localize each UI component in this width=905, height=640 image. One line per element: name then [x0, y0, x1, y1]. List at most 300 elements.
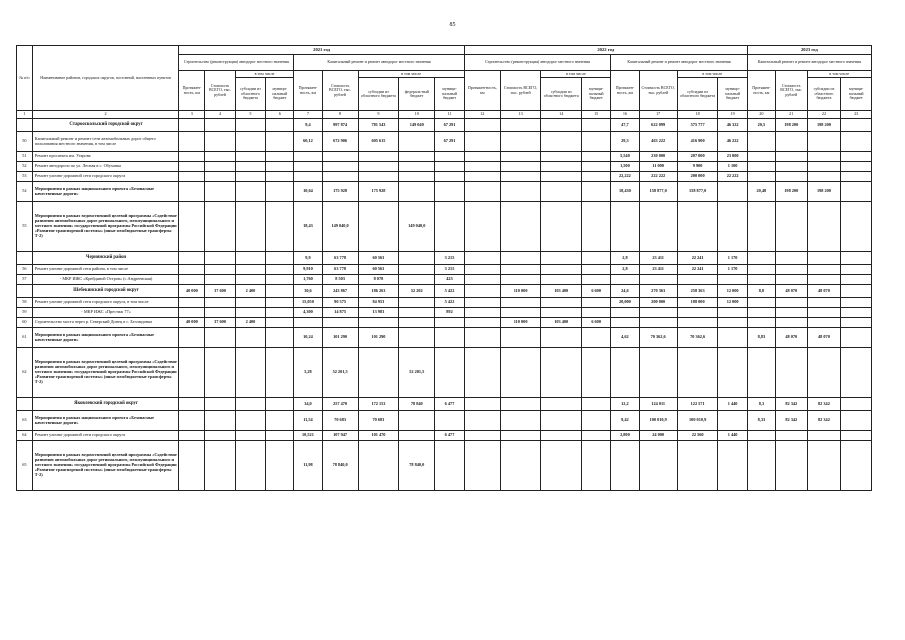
cell-value: [541, 182, 582, 202]
row-number: 62: [17, 348, 33, 398]
column-number: 18: [677, 111, 718, 119]
table-row: [17, 162, 872, 172]
column-number: 21: [775, 111, 807, 119]
length-header: Протяжен-ность, км: [611, 71, 639, 111]
cell-value: [841, 308, 872, 318]
cell-value: [500, 162, 541, 172]
cell-value: [235, 162, 265, 172]
cell-value: 425: [435, 275, 464, 285]
cell-value: 9,9: [294, 252, 322, 265]
cell-value: 82 342: [775, 398, 807, 411]
cell-value: [358, 172, 399, 182]
cell-value: [747, 441, 775, 491]
cell-value: [205, 162, 235, 172]
year-2021-header: 2021 год: [179, 46, 464, 55]
cell-value: [582, 441, 611, 491]
cell-value: 22 560: [677, 431, 718, 441]
cell-value: [582, 275, 611, 285]
cell-value: [582, 348, 611, 398]
cell-value: [266, 348, 294, 398]
length-header: Протяжен-ность, км: [179, 71, 205, 111]
incl-header: в том числе: [541, 71, 611, 78]
cell-value: [464, 202, 500, 252]
cell-value: [500, 328, 541, 348]
cell-value: [677, 275, 718, 285]
cell-value: 22,222: [611, 172, 639, 182]
cell-value: [775, 132, 807, 152]
cell-value: [807, 162, 841, 172]
cell-value: [775, 318, 807, 328]
row-name: Ремонт улично-дорожной сети городского округа: [32, 431, 179, 441]
cell-value: [205, 328, 235, 348]
cell-value: 15,050: [294, 298, 322, 308]
cell-value: [266, 318, 294, 328]
cell-value: [677, 202, 718, 252]
cell-value: [205, 132, 235, 152]
cell-value: [464, 441, 500, 491]
cell-value: 1 440: [718, 398, 747, 411]
cell-value: [205, 298, 235, 308]
row-name: Мероприятия в рамках ведомственной целевой программы «Содействие развитию автомобильных дорог регионального, межмуниципального и местного значения» государственной программы Российской Федерации «Развитие транспортной системы» (иные межбюджетные трансферты Т-2): [32, 441, 179, 491]
cell-value: [747, 348, 775, 398]
cell-value: [807, 172, 841, 182]
cell-value: [807, 348, 841, 398]
cell-value: [677, 348, 718, 398]
cell-value: [205, 252, 235, 265]
length-header: Протяжен-ность, км: [747, 71, 775, 111]
cell-value: 8 503: [322, 275, 358, 285]
cell-value: 2 400: [235, 318, 265, 328]
cell-value: [747, 132, 775, 152]
cell-value: 23 411: [639, 252, 677, 265]
cell-value: 34,0: [294, 398, 322, 411]
cell-value: [235, 348, 265, 398]
cell-value: [611, 348, 639, 398]
row-name: Мероприятия в рамках национального проекта «Безопасные качественные дороги»: [32, 411, 179, 431]
length-header: Протяжен-ность, км: [464, 71, 500, 111]
cell-value: [399, 308, 435, 318]
cell-value: [266, 162, 294, 172]
cell-value: [541, 162, 582, 172]
row-number: 65: [17, 441, 33, 491]
column-number: 20: [747, 111, 775, 119]
municipal-header: муници-пальный бюджет: [718, 78, 747, 111]
cell-value: [179, 398, 205, 411]
cell-value: 5 422: [435, 298, 464, 308]
cell-value: 3 215: [435, 252, 464, 265]
cell-value: 8,8: [747, 285, 775, 298]
cell-value: [841, 132, 872, 152]
cell-value: [464, 182, 500, 202]
cell-value: [179, 431, 205, 441]
cell-value: [235, 275, 265, 285]
cell-value: 48 070: [775, 328, 807, 348]
cell-value: [358, 348, 399, 398]
cell-value: [235, 308, 265, 318]
cell-value: [841, 348, 872, 398]
cell-value: [322, 162, 358, 172]
cell-value: [747, 162, 775, 172]
cell-value: 46 322: [718, 119, 747, 132]
cell-value: [235, 172, 265, 182]
cell-value: [582, 398, 611, 411]
cell-value: 8,3: [747, 398, 775, 411]
cell-value: [179, 132, 205, 152]
cell-value: [807, 318, 841, 328]
cell-value: 9 900: [677, 162, 718, 172]
cell-value: [266, 202, 294, 252]
cell-value: [266, 308, 294, 318]
cell-value: [399, 265, 435, 275]
cell-value: [266, 182, 294, 202]
cell-value: 18,43: [294, 202, 322, 252]
cell-value: 70 362,6: [677, 328, 718, 348]
incl-header: в том числе: [677, 71, 747, 78]
cell-value: 23 411: [639, 265, 677, 275]
cell-value: [435, 182, 464, 202]
row-number: 50: [17, 132, 33, 152]
table-row: [17, 348, 872, 398]
cell-value: [582, 202, 611, 252]
cell-value: [807, 441, 841, 491]
cell-value: 60 563: [358, 265, 399, 275]
cell-value: [500, 172, 541, 182]
cell-value: [205, 172, 235, 182]
row-name: Капитальный ремонт и ремонт сети автомобильных дорог общего пользования местного значения, в том числе: [32, 132, 179, 152]
cell-value: 52 201,5: [322, 348, 358, 398]
cell-value: 4,300: [294, 308, 322, 318]
column-number: 3: [179, 111, 205, 119]
cell-value: [747, 298, 775, 308]
column-number: 22: [807, 111, 841, 119]
municipal-header: муници-пальный бюджет: [266, 78, 294, 111]
row-number: [17, 252, 33, 265]
cell-value: [205, 152, 235, 162]
cell-value: 70 683: [358, 411, 399, 431]
cell-value: 101 290: [322, 328, 358, 348]
cell-value: [235, 119, 265, 132]
cell-value: 10,521: [294, 431, 322, 441]
cell-value: 84 953: [358, 298, 399, 308]
cell-value: [747, 252, 775, 265]
cell-value: [399, 328, 435, 348]
cell-value: [747, 318, 775, 328]
cell-value: [266, 265, 294, 275]
cell-value: [775, 152, 807, 162]
municipal-header: муници-пальный бюджет: [435, 78, 464, 111]
row-name: Мероприятия в рамках национального проекта «Безопасные качественные дороги»: [32, 328, 179, 348]
cell-value: [841, 202, 872, 252]
cell-value: [500, 202, 541, 252]
cell-value: [807, 252, 841, 265]
cell-value: 23 000: [718, 152, 747, 162]
cell-value: [718, 182, 747, 202]
column-number: 6: [266, 111, 294, 119]
cell-value: [205, 182, 235, 202]
column-number: 11: [435, 111, 464, 119]
cell-value: [639, 308, 677, 318]
cell-value: [582, 152, 611, 162]
cell-value: [775, 348, 807, 398]
cell-value: [235, 398, 265, 411]
cell-value: [718, 328, 747, 348]
cell-value: [541, 398, 582, 411]
row-number: 53: [17, 172, 33, 182]
cell-value: [611, 275, 639, 285]
cell-value: 110 000: [500, 285, 541, 298]
cell-value: [582, 431, 611, 441]
cell-value: [718, 348, 747, 398]
cell-value: 12,2: [611, 398, 639, 411]
cell-value: [358, 202, 399, 252]
cell-value: [235, 411, 265, 431]
cell-value: [639, 202, 677, 252]
cell-value: [464, 162, 500, 172]
cell-value: [205, 411, 235, 431]
cell-value: 48 070: [807, 328, 841, 348]
cell-value: [235, 298, 265, 308]
cell-value: [807, 298, 841, 308]
cost-header: Стоимость ВСЕГО, тыс. рублей: [500, 71, 541, 111]
cell-value: [841, 265, 872, 275]
row-name: Строительство моста через р. Северский Донец в с. Безлюдовка: [32, 318, 179, 328]
column-number: 17: [639, 111, 677, 119]
district-row: [17, 252, 872, 265]
cell-value: 22 222: [718, 172, 747, 182]
cell-value: [500, 275, 541, 285]
cell-value: [179, 298, 205, 308]
cell-value: [775, 172, 807, 182]
cell-value: [205, 119, 235, 132]
cell-value: [500, 252, 541, 265]
regional-header: субсидии из областного бюджета: [807, 78, 841, 111]
cell-value: 5,540: [611, 152, 639, 162]
cell-value: [718, 202, 747, 252]
cell-value: [841, 172, 872, 182]
cell-value: 70 362,6: [639, 328, 677, 348]
cell-value: 1,500: [611, 162, 639, 172]
cell-value: [358, 318, 399, 328]
cell-value: [541, 152, 582, 162]
cell-value: [179, 441, 205, 491]
cell-value: 24 000: [639, 431, 677, 441]
cell-value: [179, 152, 205, 162]
cell-value: [464, 328, 500, 348]
cell-value: [747, 431, 775, 441]
cell-value: 158 877,0: [639, 182, 677, 202]
cell-value: [266, 431, 294, 441]
cell-value: [464, 318, 500, 328]
table-row: [17, 298, 872, 308]
cell-value: [841, 328, 872, 348]
cell-value: [500, 308, 541, 318]
cell-value: [464, 285, 500, 298]
cell-value: [747, 265, 775, 275]
cell-value: [500, 152, 541, 162]
cell-value: [294, 172, 322, 182]
cell-value: [179, 162, 205, 172]
cell-value: 107 947: [322, 431, 358, 441]
cell-value: [639, 348, 677, 398]
cell-value: 124 011: [639, 398, 677, 411]
row-number: 54: [17, 182, 33, 202]
column-number: 2: [32, 111, 179, 119]
cell-value: 243 867: [322, 285, 358, 298]
cell-value: 48 070: [807, 285, 841, 298]
row-number: 60: [17, 318, 33, 328]
cell-value: 52 202: [399, 285, 435, 298]
cell-value: [775, 162, 807, 172]
incl-header: в том числе: [807, 71, 871, 78]
cell-value: [399, 172, 435, 182]
cell-value: [322, 152, 358, 162]
cell-value: 3 215: [435, 265, 464, 275]
cell-value: 29,3: [611, 132, 639, 152]
cell-value: [775, 252, 807, 265]
cell-value: [747, 172, 775, 182]
cell-value: [718, 411, 747, 431]
cell-value: 18,430: [611, 182, 639, 202]
row-name: - МКР ИЖС «Крейдяной Остров» (с.Андреевская): [32, 275, 179, 285]
year-2022-header: 2022 год: [464, 46, 747, 55]
cell-value: 67 291: [435, 119, 464, 132]
cell-value: 781 543: [358, 119, 399, 132]
cell-value: 207 000: [677, 152, 718, 162]
cell-value: 40 000: [179, 285, 205, 298]
table-row: [17, 202, 872, 252]
municipal-header: муници-пальный бюджет: [841, 78, 872, 111]
cell-value: 270 363: [639, 285, 677, 298]
cell-value: [841, 298, 872, 308]
row-number: 61: [17, 328, 33, 348]
cell-value: [500, 348, 541, 398]
cell-value: [266, 328, 294, 348]
cell-value: [841, 441, 872, 491]
cell-value: [841, 182, 872, 202]
cell-value: [807, 202, 841, 252]
cell-value: [541, 119, 582, 132]
cell-value: [464, 132, 500, 152]
federal-header: федераль-ный бюджет: [399, 78, 435, 111]
cell-value: [500, 441, 541, 491]
cell-value: [807, 265, 841, 275]
cell-value: 20,48: [747, 182, 775, 202]
cell-value: [179, 348, 205, 398]
cell-value: [235, 132, 265, 152]
cell-value: [205, 265, 235, 275]
cell-value: [541, 202, 582, 252]
row-number: 55: [17, 202, 33, 252]
cell-value: [611, 318, 639, 328]
cell-value: 78 840,0: [399, 441, 435, 491]
cell-value: [677, 441, 718, 491]
cell-value: [235, 182, 265, 202]
cost-header: Стоимость ВСЕГО, тыс. рублей: [205, 71, 235, 111]
incl-header: в том числе: [358, 71, 464, 78]
cell-value: [179, 265, 205, 275]
construction-2021-header: Строительство (реконструкция) автодорог местного значения: [179, 55, 294, 71]
cell-value: [399, 162, 435, 172]
cell-value: 149 040: [399, 119, 435, 132]
cell-value: [464, 298, 500, 308]
row-name: Ремонт автодороги по ул. Лесная в с. Обуховка: [32, 162, 179, 172]
cell-value: [841, 318, 872, 328]
cell-value: [582, 119, 611, 132]
cell-value: 78 840,0: [322, 441, 358, 491]
column-number: 14: [541, 111, 582, 119]
cell-value: [807, 132, 841, 152]
row-name: Старооскольский городской округ: [32, 119, 179, 132]
cell-value: 22 241: [677, 265, 718, 275]
year-2023-header: 2023 год: [747, 46, 871, 55]
column-number: 8: [322, 111, 358, 119]
cell-value: [266, 152, 294, 162]
cell-value: [179, 411, 205, 431]
cell-value: [747, 152, 775, 162]
cell-value: [541, 328, 582, 348]
table-row: [17, 275, 872, 285]
cell-value: 5 422: [435, 285, 464, 298]
cell-value: 12 000: [718, 285, 747, 298]
cell-value: [179, 182, 205, 202]
cell-value: 2,8: [611, 252, 639, 265]
cell-value: 78 840: [399, 398, 435, 411]
cell-value: [775, 202, 807, 252]
column-number: 7: [294, 111, 322, 119]
cell-value: 2,8: [611, 265, 639, 275]
table-row: [17, 182, 872, 202]
column-number: 10: [399, 111, 435, 119]
table-row: [17, 265, 872, 275]
cell-value: [358, 441, 399, 491]
cell-value: [179, 202, 205, 252]
column-numbers-row: [17, 111, 872, 119]
table-row: [17, 318, 872, 328]
column-number: 23: [841, 111, 872, 119]
cell-value: [399, 318, 435, 328]
table-row: [17, 172, 872, 182]
cell-value: [464, 308, 500, 318]
cell-value: [841, 162, 872, 172]
regional-header: субсидии из областного бюджета: [677, 78, 718, 111]
cell-value: [541, 252, 582, 265]
cell-value: [205, 431, 235, 441]
cell-value: 37 600: [205, 285, 235, 298]
cell-value: [500, 398, 541, 411]
cell-value: [841, 252, 872, 265]
cell-value: 11 000: [639, 162, 677, 172]
cell-value: [464, 275, 500, 285]
cell-value: [611, 441, 639, 491]
row-name: Мероприятия в рамках ведомственной целевой программы «Содействие развитию автомобильных дорог регионального, межмуниципального и местного значения» государственной программы Российской Федерации «Развитие транспортной системы» (иные межбюджетные трансферты Т-2): [32, 202, 179, 252]
cell-value: [582, 265, 611, 275]
table-row: [17, 431, 872, 441]
row-number: 59: [17, 308, 33, 318]
cell-value: 1 100: [718, 162, 747, 172]
cell-value: [582, 328, 611, 348]
cell-value: 40 000: [179, 318, 205, 328]
cell-value: 416 900: [677, 132, 718, 152]
table-row: [17, 411, 872, 431]
cell-value: 149 040,0: [399, 202, 435, 252]
cell-value: 463 222: [639, 132, 677, 152]
cell-value: 258 363: [677, 285, 718, 298]
cell-value: [747, 308, 775, 318]
cell-value: 200 000: [639, 298, 677, 308]
cell-value: 8,83: [747, 328, 775, 348]
cell-value: [582, 411, 611, 431]
cell-value: [677, 308, 718, 318]
